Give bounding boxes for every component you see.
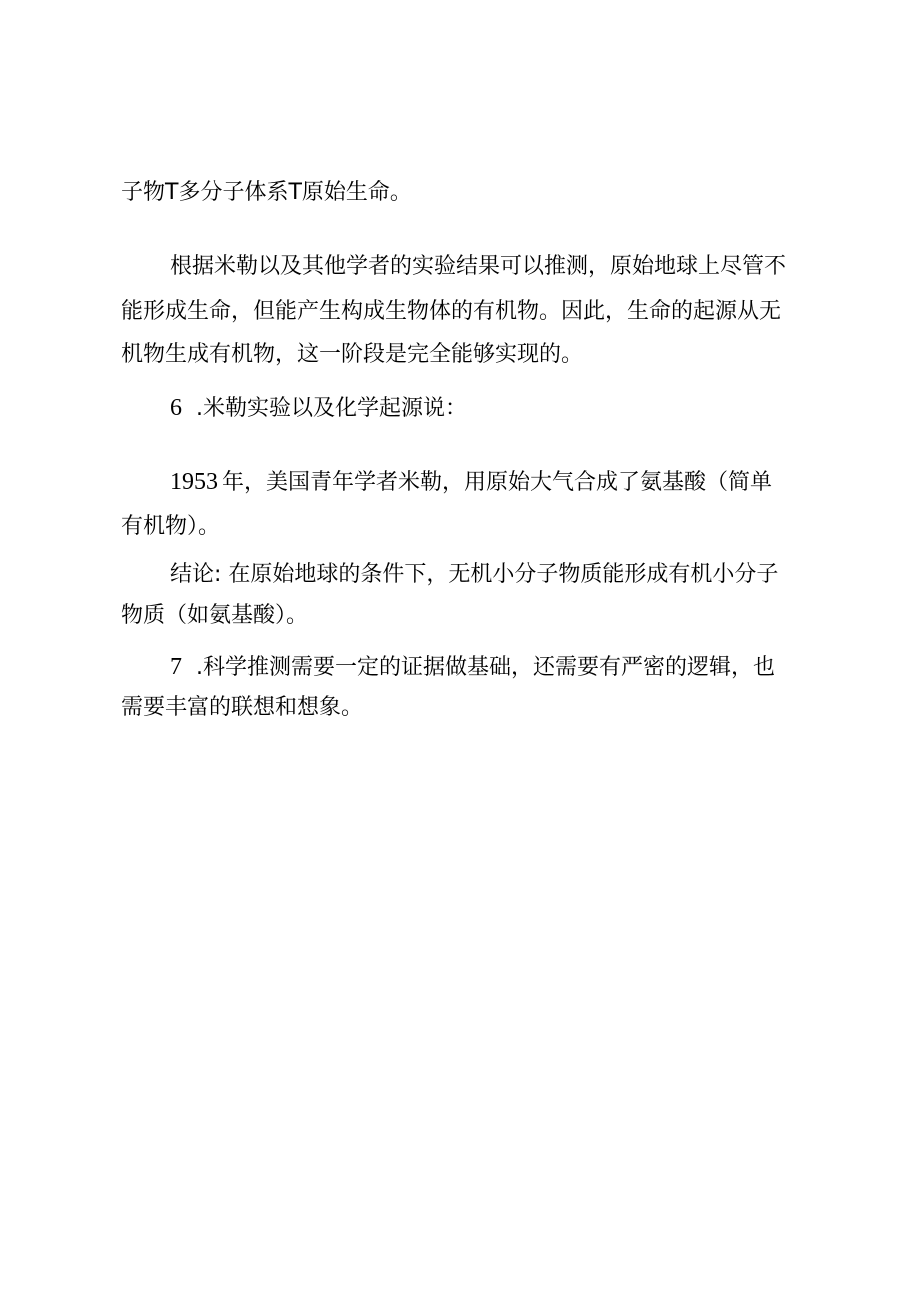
- text-line: 子物T多分子体系T原始生命。: [121, 180, 412, 205]
- paragraph-miller-inference-line-1: [170, 252, 786, 282]
- text-line: 有机物）。: [121, 514, 221, 539]
- heading-text: .米勒实验以及化学起源说：: [196, 396, 467, 421]
- paragraph-1953-line-1: [170, 467, 772, 498]
- numbered-paragraph-7-line-2: [121, 693, 363, 723]
- paragraph-miller-inference-line-3: [121, 340, 583, 370]
- text-line: 机物生成有机物，这一阶段是完全能够实现的。: [121, 342, 584, 367]
- text-line: 根据米勒以及其他学者的实验结果可以推测，原始地球上尽管不: [170, 254, 787, 279]
- text-line: 需要丰富的联想和想象。: [121, 695, 364, 720]
- paragraph-conclusion-line-2: [121, 601, 308, 631]
- item-number: 7: [170, 654, 182, 680]
- text-line: 物质（如氨基酸）。: [121, 603, 309, 628]
- text-line: .科学推测需要一定的证据做基础，还需要有严密的逻辑，也: [196, 655, 775, 680]
- text-line: 结论: 在原始地球的条件下，无机小分子物质能形成有机小分子: [170, 562, 779, 587]
- text-line: 年，美国青年学者米勒，用原始大气合成了氨基酸（简单: [222, 470, 773, 495]
- paragraph-1953-line-2: [121, 512, 220, 542]
- paragraph-conclusion-line-1: [170, 560, 778, 590]
- paragraph-continuation: [121, 178, 412, 208]
- text-line: 能形成生命，但能产生构成生物体的有机物。因此，生命的起源从无: [121, 299, 782, 324]
- item-number: 6: [170, 395, 182, 421]
- numbered-heading-6: [170, 393, 467, 424]
- year-number: 1953: [170, 469, 218, 495]
- paragraph-miller-inference-line-2: [121, 297, 781, 327]
- numbered-paragraph-7-line-1: [170, 652, 775, 683]
